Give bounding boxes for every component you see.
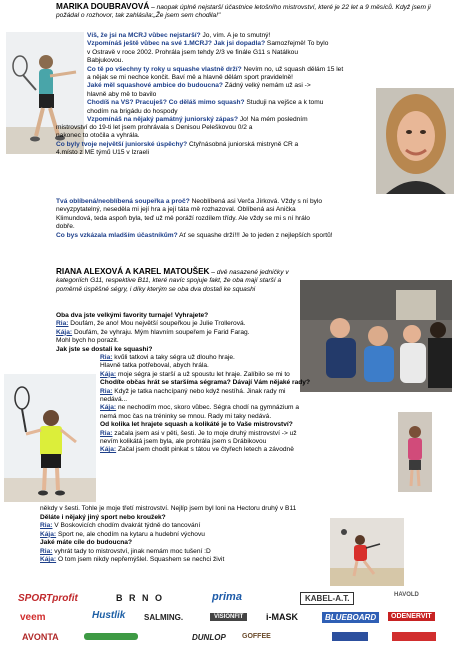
sponsor-logo-veem: veem (20, 612, 46, 623)
sponsor-logo-hustlik: Hustlik (92, 610, 126, 621)
qa-line: Tvá oblíbená/neoblíbená soupeřka a proč? Neoblíbená asi Verča Jírková. Vždy s ní bylo (56, 198, 323, 205)
qa-line: Chodíte občas hrát se staršíma ségrama? Dávají Vám nějaké rady? (100, 379, 310, 387)
qa-line: Co bys vzkázala mladším účastníkům? Ať se squashe drží!!! Je to jeden z nejlepších sportů! (56, 231, 333, 239)
sponsor-logo-avonta: AVONTA (22, 632, 59, 642)
article1-body-full (56, 198, 452, 240)
article2-body-top (56, 312, 300, 354)
qa-line: Kája: Začal jsem chodit pinkat s tátou ve čtyřech letech a závodně (100, 446, 294, 454)
qa-line: Kája: Sport ne, ale chodím na kytaru a hudební výchovu (40, 530, 205, 538)
qa-line: Kája: Doufám, že vyhraju. Mým hlavním soupeřem je Farid Farag. (56, 328, 250, 336)
qa-line: Oba dva jste velkými favority turnaje! Vyhrajete? (56, 312, 209, 319)
sponsor-logo-havold: HAVOLD (394, 592, 419, 598)
qa-line: 4.místo z ME týmů U15 v Izraeli (56, 149, 150, 157)
qa-line: Chodíš na VŠ? Pracuješ? Co děláš mimo squash? Studuji na vejšce a k tomu (87, 99, 324, 107)
article1-intro: – naopak úplně nejstarší účastnice letošního mistrovství, které je 22 let a 9 měsíců. Když jsem ji požádal o rozhovor, tak zahlásila:„Že jsem sem chodila!" (56, 4, 431, 20)
sponsor-strip (0, 588, 457, 646)
qa-line: Babjukovou. (87, 57, 124, 65)
qa-line: a nějak se mi nechce končit. Baví mě a hlavně dělám sport pravidelně! (87, 74, 293, 82)
qa-line: Ria: kvůli tatkovi a taky ségra už dlouho hraje. (100, 354, 235, 361)
sponsor-logo-prima: prima (212, 591, 242, 603)
qa-line: Ria: vyhrát tady to mistrovství, jinak nemám moc tušení :D (40, 547, 211, 555)
sponsor-logo-kabel: KABEL-A.T. (300, 592, 354, 605)
qa-line: Jaké měl squashové ambice do budoucna? Žádný velký nemám už asi -> (87, 82, 311, 90)
qa-line: Mohl bych ho porazit. (56, 337, 119, 345)
article2-intro: – dvě nasazené jedničky v kategoriích G11, respektive B11, které navíc spojuje fakt, že oba mají starší a poměrně úspěšné ségry, i díky kterým se oba dva dostali ke squashi (56, 269, 289, 293)
qa-line: někdy v šesti. Tohle je moje třetí mistrovství. Nejlíp jsem byl loni na Hectoru druhý v B11 (40, 505, 297, 512)
qa-line: Vzpomínáš na nějaký památný juniorský zápas? Jo! Na mém posledním (87, 116, 308, 124)
article1-body-wide (56, 124, 374, 158)
qa-line: mistrovství do 19-ti let jsem prohrávala s Denisou Peleškovou 0/2 a (56, 124, 253, 131)
qa-line: hlavně aby mě to bavilo (87, 90, 157, 98)
sponsor-logo-goffee: GOFFEE (242, 633, 271, 640)
sponsor-logo-brno: B R N O (116, 593, 165, 603)
qa-line: Děláte i nějaký jiný sport nebo kroužek? (40, 514, 166, 521)
qa-line: Od kolika let hrajete squash a kolikáté je to Vaše mistrovství? (100, 421, 293, 429)
photo-court-player (330, 518, 404, 586)
qa-line: Kája: O tom jsem nikdy nepřemýšlel. Squashem se nechci živit (40, 556, 225, 564)
sponsor-logo-blueboard: BLUEBOARD (322, 612, 379, 623)
qa-line: Ria: V Boskovicích chodím dvakrát týdně do tancování (40, 522, 201, 530)
article1-name: MARIKA DOUBRAVOVÁ (56, 2, 150, 11)
qa-line: Co byly tvoje největší juniorské úspěchy? Čtyřnásobná juniorská mistryně ČR a (56, 140, 299, 148)
qa-line: Vzpomínáš ještě vůbec na své 1.MČRJ? Jak jsi dopadla? Samozřejmě! To bylo (87, 40, 329, 48)
sponsor-logo-blue-badge (332, 632, 368, 641)
qa-line: nemá moc čas na tréninky se mnou. Rady mi taky nedává. (100, 412, 272, 420)
qa-line: dobře. (56, 223, 75, 231)
qa-line: Jak jste se dostali ke squashi? (56, 345, 153, 353)
qa-line: Kája: moje ségra je starší a už spoustu let hraje. Zalíbilo se mi to (100, 370, 290, 378)
article1-body (87, 32, 451, 124)
qa-line: v Ostravě v roce 2002. Prohrála jsem tehdy 2/3 ve finále G11 s Natálkou (87, 48, 298, 56)
photo-karel (4, 374, 96, 502)
sponsor-logo-red-badge (392, 632, 436, 641)
qa-line: nevyzpytatelný, neseděla mi její hra a její táta mě rozhazoval. Oblíbená asi Anička (56, 206, 296, 214)
qa-line: Kája: ne nechodím moc, skoro vůbec. Ségra chodí na gymnázium a (100, 404, 300, 412)
photo-riana (398, 412, 432, 492)
sponsor-logo-odenervit: ODENERVIT (388, 612, 435, 621)
sponsor-logo-salming: SALMING. (144, 613, 184, 622)
qa-line: Ria: začala jsem asi v pěti, šesti. Je to moje druhý mistrovství -> už (100, 429, 297, 437)
qa-line: Ria: Když je tatka nachcípaný nebo když nestíhá. Jinak rady mi (100, 387, 286, 395)
sponsor-logo-imask: i-MASK (266, 612, 298, 622)
qa-line: nakonec to otočila a vyhrála. (56, 132, 140, 140)
qa-line: Klimundová, teda aspoň byla, teď už mě poráží rozdílem třídy. Ale vždy se mi s ní hrálo (56, 214, 310, 222)
article2-body-bottom (40, 505, 452, 513)
qa-line: Jaké máte cíle do budoucna? (40, 539, 132, 547)
qa-line: Víš, že jsi na MČRJ vůbec nejstarší? Jo, vím. A je to smutný! (87, 32, 271, 39)
qa-line: nedává... (100, 396, 128, 404)
sponsor-logo-sportprofit: SPORTprofit (18, 593, 78, 604)
qa-line: Hlavně tatka potřeboval, abych hrála. (100, 362, 209, 370)
sponsor-logo-dunlop: DUNLOP (192, 633, 226, 642)
qa-line: nevím kolikátá jsem byla, ale prohrála jsem s Drábikovou (100, 438, 267, 446)
article2-name: RIANA ALEXOVÁ A KAREL MATOUŠEK (56, 267, 210, 276)
sponsor-logo-green (84, 633, 138, 640)
qa-line: Ria: Doufám, že ano! Mou největší soupeřkou je Julie Trollerová. (56, 320, 246, 328)
article2-header (56, 268, 300, 294)
article1-header (56, 3, 450, 21)
qa-line: Co tě po všechny ty roky u squashe vlastně drží? Nevím no, už squash dělám 15 let (87, 65, 344, 73)
article2-body-end (40, 514, 330, 564)
article2-body-mid (100, 354, 390, 455)
sponsor-logo-visionfit: VISIONFIT (210, 613, 247, 621)
qa-line: chodím na brigádu do hospody (87, 107, 178, 115)
